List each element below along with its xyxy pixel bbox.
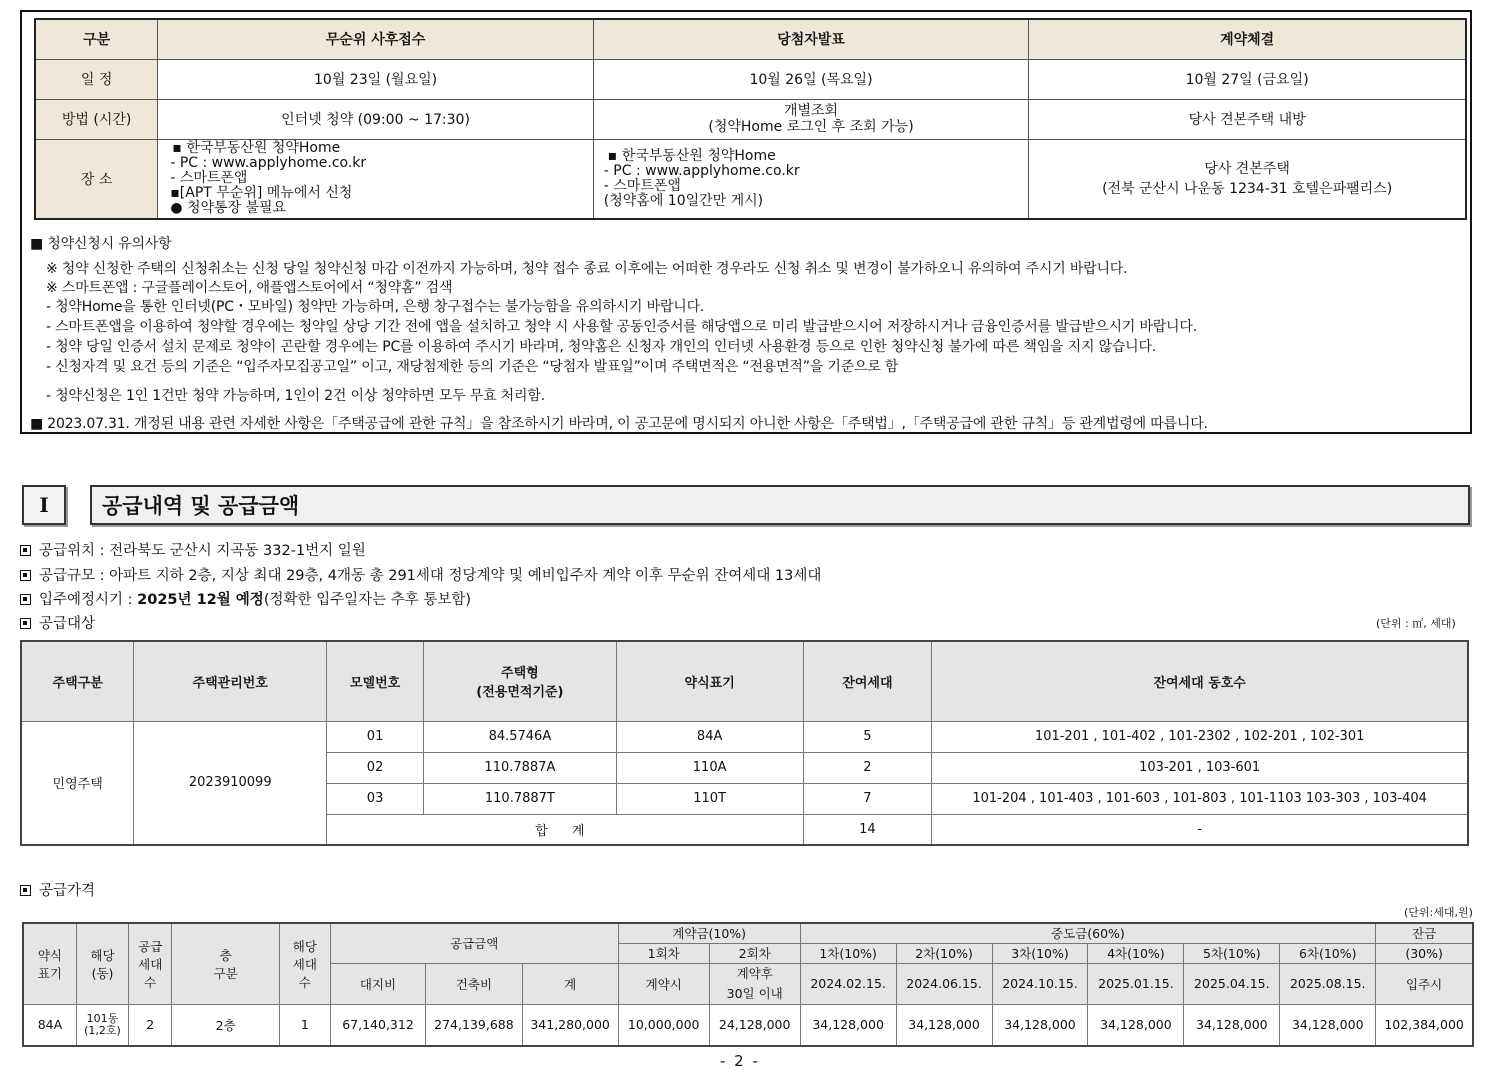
price-header: 계	[522, 963, 618, 1004]
square-bullet-icon	[20, 545, 31, 556]
price-header: 3차(10%)	[992, 943, 1088, 963]
row-label: 방법 (시간)	[35, 99, 158, 139]
cell-line: (전북 군산시 나운동 1234-31 호텔은파팰리스)	[1102, 180, 1393, 197]
cell: 10월 26일 (목요일)	[593, 59, 1028, 99]
price-header: (30%)	[1376, 943, 1473, 963]
price-header: 대지비	[330, 963, 426, 1004]
cell-line: ● 청약통장 불필요	[170, 200, 287, 217]
price-unit-note: (단위:세대,원)	[1404, 906, 1473, 919]
cell-line: 101동	[86, 1011, 119, 1025]
cell	[76, 1004, 128, 1046]
notes-heading: ■ 청약신청시 유의사항	[30, 236, 172, 252]
cell-line: - 스마트폰앱	[603, 177, 681, 194]
square-bullet-icon	[20, 570, 31, 581]
total-remain: 14	[803, 814, 932, 845]
square-bullet-icon	[20, 594, 31, 605]
header-line: 공급	[138, 938, 163, 954]
cell: 110T	[616, 783, 803, 814]
cell: 03	[327, 783, 424, 814]
row-label: 일 정	[35, 59, 158, 99]
note-line: - 스마트폰앱을 이용하여 청약할 경우에는 청약일 상당 기간 전에 앱을 설치하고 청약 시 사용할 공동인증서를 해당앱으로 미리 발급받으시어 저장하시거나 금융인증서를 발급받으시기 바랍니다.	[46, 319, 1197, 335]
price-header: 계약시	[618, 963, 709, 1004]
cell: 2층	[172, 1004, 280, 1046]
cell-line: (1,2호)	[84, 1023, 121, 1037]
cell	[593, 99, 1028, 139]
info-scale	[20, 564, 821, 585]
price-header-row	[23, 923, 1473, 943]
price-header	[23, 923, 76, 1004]
header-line: 30일 이내	[726, 985, 783, 1001]
header-line: (전용면적기준)	[476, 685, 564, 701]
cell: 인터넷 청약 (09:00 ~ 17:30)	[158, 99, 593, 139]
schedule-header: 구분	[35, 19, 158, 59]
header-line: 해당	[90, 947, 115, 963]
supply-header: 잔여세대	[803, 641, 932, 721]
schedule-row-method	[35, 99, 1466, 139]
cell: 1	[280, 1004, 331, 1046]
cell: 274,139,688	[426, 1004, 522, 1046]
note-line: - 신청자격 및 요건 등의 기준은 “입주자모집공고일” 이고, 재당첨제한 등의 기준은 “당첨자 발표일”이며 주택면적은 “전용면적”을 기준으로 함	[46, 359, 899, 375]
row-label: 장 소	[35, 139, 158, 219]
header-line: 세대	[138, 956, 163, 972]
info-text: 공급위치 : 전라북도 군산시 지곡동 332-1번지 일원	[39, 543, 366, 559]
header-line: (동)	[91, 965, 114, 981]
info-target	[20, 612, 95, 633]
table-row	[21, 721, 1468, 752]
cell-line: ▪ 한국부동산원 청약Home	[172, 140, 341, 157]
cell: 당사 견본주택 내방	[1029, 99, 1466, 139]
cell: 110.7887A	[424, 752, 617, 783]
cell: 7	[803, 783, 932, 814]
cell-line: - 스마트폰앱	[170, 170, 248, 187]
price-header	[709, 963, 800, 1004]
info-text-bold: 2025년 12월 예정	[137, 592, 264, 608]
info-text: 공급가격	[39, 883, 96, 899]
note-line: ※ 스마트폰앱 : 구글플레이스토어, 애플앱스토어에서 “청약홈” 검색	[46, 280, 453, 296]
page-number: - 2 -	[720, 1052, 760, 1070]
note-line: - 청약Home을 통한 인터넷(PC・모바일) 청약만 가능하며, 은행 창구접수는 불가능함을 유의하시기 바랍니다.	[46, 299, 705, 315]
price-header: 2회차	[709, 943, 800, 963]
cell: 67,140,312	[330, 1004, 426, 1046]
cell: 84A	[616, 721, 803, 752]
cell: 110A	[616, 752, 803, 783]
supply-header: 주택관리번호	[134, 641, 327, 721]
price-header: 2024.02.15.	[800, 963, 896, 1004]
note-line: ※ 청약 신청한 주택의 신청취소는 신청 당일 청약신청 마감 이전까지 가능하며, 청약 접수 종료 이후에는 어떠한 경우라도 신청 취소 및 변경이 불가하오니 유의하여 주시기 바랍니다.	[46, 261, 1128, 277]
note-line: - 청약 당일 인증서 설치 문제로 청약이 곤란할 경우에는 PC를 이용하여 주시기 바라며, 청약홈은 신청자 개인의 인터넷 사용환경 등으로 인한 청약신청 불가에 따른 책임을 지지 않습니다.	[46, 339, 1157, 355]
supply-table	[20, 640, 1469, 846]
cell: 34,128,000	[1088, 1004, 1184, 1046]
cell: 24,128,000	[709, 1004, 800, 1046]
management-no-cell: 2023910099	[134, 721, 327, 845]
info-text: 입주예정시기 :	[39, 592, 138, 608]
supply-header: 주택구분	[21, 641, 134, 721]
header-line: 구분	[213, 965, 238, 981]
price-header: 4차(10%)	[1088, 943, 1184, 963]
header-line: 계약후	[736, 965, 773, 981]
cell: 34,128,000	[800, 1004, 896, 1046]
schedule-header: 당첨자발표	[593, 19, 1028, 59]
cell: 10,000,000	[618, 1004, 709, 1046]
cell: 34,128,000	[992, 1004, 1088, 1046]
info-move-in	[20, 588, 471, 609]
price-title	[20, 879, 95, 900]
section-title: 공급내역 및 공급금액	[90, 485, 1470, 525]
place-cell	[158, 139, 593, 219]
price-header: 2025.08.15.	[1280, 963, 1376, 1004]
cell: 34,128,000	[1280, 1004, 1376, 1046]
supply-header	[424, 641, 617, 721]
price-table	[22, 922, 1474, 1047]
info-location	[20, 539, 366, 560]
cell-line: - PC : www.applyhome.co.kr	[603, 162, 800, 179]
square-bullet-icon	[20, 885, 31, 896]
unit-note: (단위 : ㎡, 세대)	[1376, 617, 1456, 630]
cell: 84A	[23, 1004, 76, 1046]
cell: 34,128,000	[1184, 1004, 1280, 1046]
table-row	[23, 1004, 1473, 1046]
price-header: 공급금액	[330, 923, 618, 963]
section-number: I	[22, 485, 66, 525]
header-line: 주택형	[501, 666, 539, 682]
price-header: 2025.01.15.	[1088, 963, 1184, 1004]
price-header	[129, 923, 172, 1004]
supply-header: 모델번호	[327, 641, 424, 721]
house-type-cell: 민영주택	[21, 721, 134, 845]
cell: 10월 27일 (금요일)	[1029, 59, 1466, 99]
price-header: 2025.04.15.	[1184, 963, 1280, 1004]
cell: 103-201 , 103-601	[932, 752, 1468, 783]
cell-line: ▪[APT 무순위] 메뉴에서 신청	[170, 185, 353, 202]
header-line: 표기	[37, 965, 63, 981]
schedule-row-place	[35, 139, 1466, 219]
supply-header-row	[21, 641, 1468, 721]
cell: 02	[327, 752, 424, 783]
price-header: 잔금	[1376, 923, 1473, 943]
supply-header: 잔여세대 동호수	[932, 641, 1468, 721]
cell: 34,128,000	[896, 1004, 992, 1046]
cell: 2	[129, 1004, 172, 1046]
cell-line: - PC : www.applyhome.co.kr	[170, 155, 367, 172]
price-header: 계약금(10%)	[618, 923, 800, 943]
price-header: 중도금(60%)	[800, 923, 1376, 943]
header-line: 약식	[37, 947, 63, 963]
header-line: 층	[219, 947, 232, 963]
place-cell	[1029, 139, 1466, 219]
price-header: 건축비	[426, 963, 522, 1004]
price-header: 5차(10%)	[1184, 943, 1280, 963]
cell: 101-201 , 101-402 , 101-2302 , 102-201 , 102-301	[932, 721, 1468, 752]
price-header: 2024.06.15.	[896, 963, 992, 1004]
price-header: 입주시	[1376, 963, 1473, 1004]
price-header: 1회차	[618, 943, 709, 963]
cell: 102,384,000	[1376, 1004, 1473, 1046]
place-cell	[593, 139, 1028, 219]
cell: 2	[803, 752, 932, 783]
info-text: (정확한 입주일자는 추후 통보함)	[263, 592, 472, 608]
cell: 84.5746A	[424, 721, 617, 752]
price-header: 6차(10%)	[1280, 943, 1376, 963]
price-header: 2024.10.15.	[992, 963, 1088, 1004]
schedule-row-date	[35, 59, 1466, 99]
supply-header: 약식표기	[616, 641, 803, 721]
header-line: 수	[144, 974, 157, 990]
cell: 10월 23일 (월요일)	[158, 59, 593, 99]
header-line: 세대	[292, 956, 317, 972]
total-units: -	[932, 814, 1468, 845]
schedule-header-row	[35, 19, 1466, 59]
cell: 01	[327, 721, 424, 752]
cell: 101-204 , 101-403 , 101-603 , 101-803 , 101-1103 103-303 , 103-404	[932, 783, 1468, 814]
cell-line: 개별조회	[783, 103, 839, 119]
cell-line: 당사 견본주택	[1204, 160, 1290, 177]
schedule-header: 계약체결	[1029, 19, 1466, 59]
price-header	[76, 923, 128, 1004]
cell-line: (청약Home 로그인 후 조회 가능)	[708, 119, 914, 135]
cell: 110.7887T	[424, 783, 617, 814]
header-line: 해당	[292, 938, 317, 954]
info-text: 공급규모 : 아파트 지하 2층, 지상 최대 29층, 4개동 총 291세대 정당계약 및 예비입주자 계약 이후 무순위 잔여세대 13세대	[39, 568, 822, 584]
price-header: 1차(10%)	[800, 943, 896, 963]
schedule-header: 무순위 사후접수	[158, 19, 593, 59]
header-line: 수	[298, 974, 311, 990]
cell-line: ▪ 한국부동산원 청약Home	[607, 147, 776, 164]
info-text: 공급대상	[39, 616, 96, 632]
price-header: 2차(10%)	[896, 943, 992, 963]
total-label: 합 계	[327, 814, 803, 845]
price-header	[280, 923, 331, 1004]
price-header	[172, 923, 280, 1004]
notes-footer: ■ 2023.07.31. 개정된 내용 관련 자세한 사항은「주택공급에 관한 규칙」을 참조하시기 바라며, 이 공고문에 명시되지 아니한 사항은「주택법」,「주택공급에 관한 규칙」등 관계법령에 따릅니다.	[30, 416, 1208, 432]
cell-line: (청약홈에 10일간만 게시)	[603, 192, 764, 209]
schedule-table	[34, 18, 1467, 220]
cell: 341,280,000	[522, 1004, 618, 1046]
cell: 5	[803, 721, 932, 752]
note-line: - 청약신청은 1인 1건만 청약 가능하며, 1인이 2건 이상 청약하면 모두 무효 처리함.	[46, 388, 545, 404]
square-bullet-icon	[20, 618, 31, 629]
